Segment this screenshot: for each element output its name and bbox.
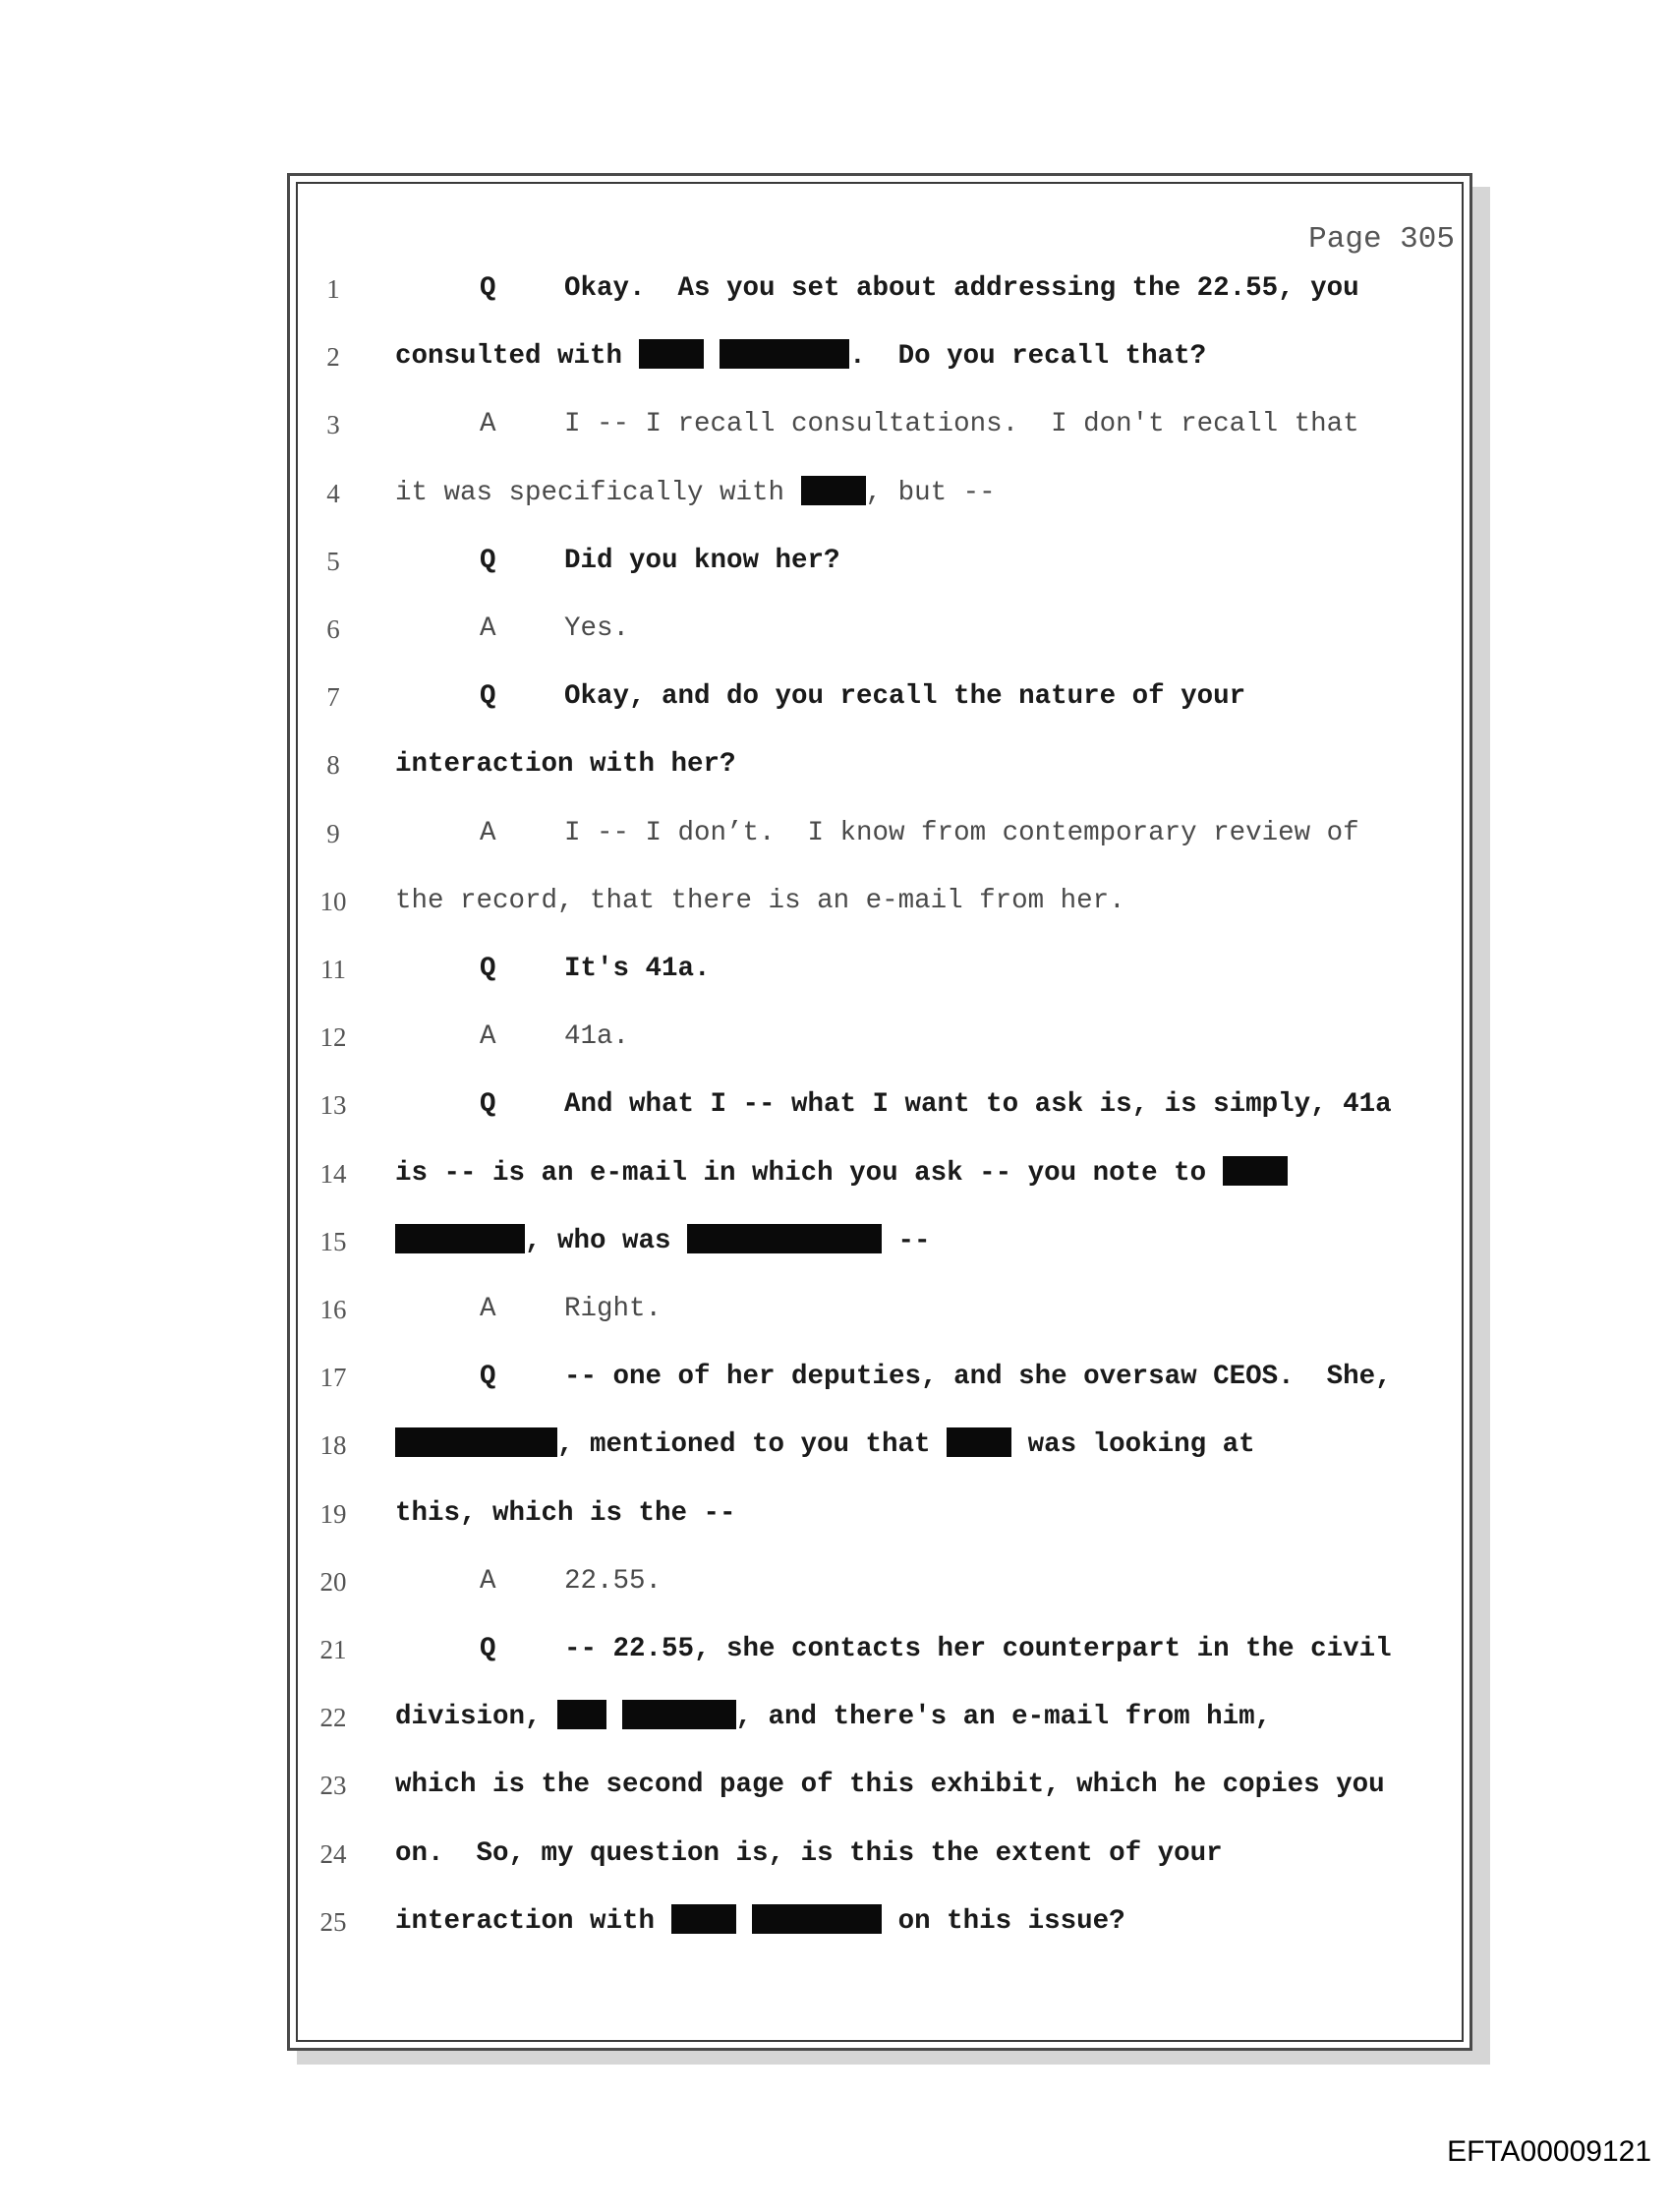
redaction-block <box>395 1224 525 1253</box>
page-number: Page 305 <box>1308 222 1455 257</box>
redaction-block <box>671 1904 736 1934</box>
answer-marker: A <box>480 1294 496 1324</box>
line-text: is -- is an e-mail in which you ask -- you note to <box>395 1152 1288 1195</box>
line-text: consulted with . Do you recall that? <box>395 341 1207 373</box>
transcript-line <box>305 1492 1465 1536</box>
transcript-line <box>305 1900 1465 1944</box>
line-text: Okay, and do you recall the nature of your <box>564 681 1246 713</box>
transcript-line <box>305 1083 1465 1127</box>
question-marker: Q <box>480 1362 496 1393</box>
line-text: this, which is the -- <box>395 1497 736 1529</box>
document-id: EFTA00009121 <box>1447 2135 1651 2168</box>
line-text: 22.55. <box>564 1565 663 1597</box>
transcript-line <box>305 675 1465 719</box>
redaction-block <box>557 1700 606 1729</box>
redaction-block <box>752 1904 882 1934</box>
line-text: Did you know her? <box>564 545 840 576</box>
transcript-line <box>305 1833 1465 1876</box>
line-text: Yes. <box>564 613 630 644</box>
transcript-line <box>305 948 1465 991</box>
redaction-block <box>801 476 866 505</box>
question-marker: Q <box>480 681 496 713</box>
line-text: And what I -- what I want to ask is, is simply, 41a <box>564 1089 1392 1121</box>
line-number: 10 <box>319 886 347 916</box>
line-text: Okay. As you set about addressing the 22.55, you <box>564 273 1359 304</box>
question-marker: Q <box>480 1089 496 1121</box>
line-text: I -- I recall consultations. I don't recall that <box>564 409 1359 440</box>
transcript-line <box>305 1560 1465 1603</box>
line-number: 7 <box>326 682 340 713</box>
transcript-line <box>305 1016 1465 1059</box>
transcript-line <box>305 1220 1465 1263</box>
question-marker: Q <box>480 1634 496 1664</box>
line-text: it was specifically with , but -- <box>395 477 996 508</box>
line-number: 21 <box>319 1635 347 1664</box>
transcript-line <box>305 267 1465 311</box>
transcript-line <box>305 1356 1465 1399</box>
line-text: interaction with her? <box>395 749 736 781</box>
transcript-line <box>305 1628 1465 1671</box>
line-number: 9 <box>326 818 340 848</box>
line-number: 16 <box>319 1295 347 1324</box>
redaction-block <box>947 1427 1011 1457</box>
line-number: 2 <box>326 342 340 373</box>
line-text: which is the second page of this exhibit, which he copies you <box>395 1770 1385 1801</box>
transcript-line <box>305 472 1465 515</box>
line-text: -- one of her deputies, and she oversaw CEOS. She, <box>564 1362 1392 1393</box>
line-number: 15 <box>319 1226 347 1256</box>
line-text: It's 41a. <box>564 954 711 984</box>
line-text: the record, that there is an e-mail from her. <box>395 885 1125 916</box>
line-text: interaction with on this issue? <box>395 1905 1125 1937</box>
line-number: 6 <box>326 614 340 644</box>
line-number: 13 <box>319 1090 347 1121</box>
line-number: 20 <box>319 1566 347 1597</box>
transcript-line <box>305 540 1465 583</box>
transcript-line <box>305 1288 1465 1331</box>
line-number: 25 <box>319 1906 347 1937</box>
redaction-block <box>720 339 849 369</box>
answer-marker: A <box>480 1021 496 1053</box>
line-number: 4 <box>326 478 340 508</box>
line-number: 23 <box>319 1771 347 1801</box>
line-number: 5 <box>326 546 340 576</box>
line-text: , mentioned to you that was looking at <box>395 1424 1255 1467</box>
question-marker: Q <box>480 954 496 984</box>
transcript-line <box>305 1424 1465 1467</box>
answer-marker: A <box>480 409 496 440</box>
line-number: 1 <box>326 274 340 304</box>
transcript-line <box>305 1152 1465 1195</box>
redaction-block <box>1223 1156 1288 1186</box>
transcript-line <box>305 1764 1465 1807</box>
line-text: Right. <box>564 1294 663 1324</box>
line-text: division, , and there's an e-mail from him, <box>395 1702 1272 1733</box>
redaction-block <box>622 1700 736 1729</box>
line-number: 8 <box>326 750 340 781</box>
redaction-block <box>687 1224 882 1253</box>
answer-marker: A <box>480 1565 496 1597</box>
answer-marker: A <box>480 817 496 848</box>
transcript-line <box>305 812 1465 855</box>
line-number: 24 <box>319 1838 347 1869</box>
line-number: 14 <box>319 1158 347 1189</box>
transcript-line <box>305 880 1465 923</box>
line-number: 22 <box>319 1703 347 1733</box>
transcript-line <box>305 608 1465 651</box>
answer-marker: A <box>480 613 496 644</box>
line-number: 18 <box>319 1430 347 1461</box>
line-number: 11 <box>320 955 346 984</box>
line-number: 17 <box>319 1363 347 1393</box>
question-marker: Q <box>480 545 496 576</box>
question-marker: Q <box>480 273 496 304</box>
line-number: 19 <box>319 1498 347 1529</box>
line-number: 12 <box>319 1022 347 1053</box>
line-text: I -- I don’t. I know from contemporary review of <box>564 817 1359 848</box>
line-text: -- 22.55, she contacts her counterpart in the civil <box>564 1634 1392 1664</box>
redaction-block <box>639 339 704 369</box>
transcript-line <box>305 403 1465 446</box>
line-text: , who was -- <box>395 1220 931 1263</box>
line-text: 41a. <box>564 1021 630 1053</box>
redaction-block <box>395 1427 557 1457</box>
transcript-line <box>305 1696 1465 1739</box>
transcript-line <box>305 743 1465 786</box>
line-number: 3 <box>326 410 340 440</box>
line-text: on. So, my question is, is this the extent of your <box>395 1837 1223 1869</box>
transcript-line <box>305 335 1465 378</box>
